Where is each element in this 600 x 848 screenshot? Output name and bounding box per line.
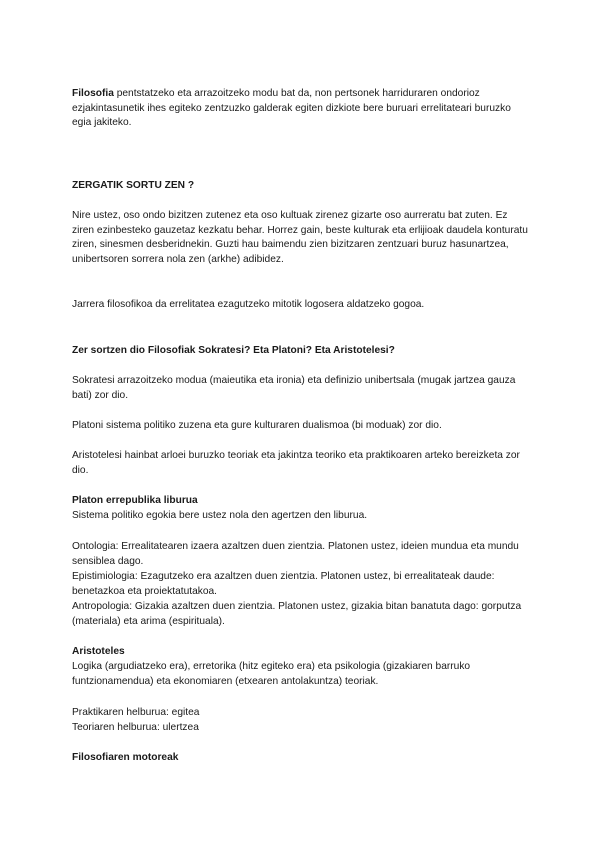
platon-errepublika-text: Sistema politiko egokia bere ustez nola den agertzen den liburua.	[72, 510, 368, 521]
teoria-line: Teoriaren helburua: ulertzea	[72, 722, 199, 733]
sokrates-paragraph: Sokratesi arrazoitzeko modua (maieutika eta ironia) eta definizio unibertsala (mugak jartzea gauza bati) zor dio.	[72, 375, 516, 401]
platon-paragraph: Platoni sistema politiko zuzena eta gure kulturaren dualismoa (bi moduak) zor dio.	[72, 420, 442, 431]
heading-aristoteles: Aristoteles	[72, 646, 125, 657]
jarrera-paragraph: Jarrera filosofikoa da errelitatea ezagutzeko mitotik logosera aldatzeko gogoa.	[72, 299, 425, 310]
intro-text: pentstatzeko eta arrazoitzeko modu bat da, non pertsonek harriduraren ondorioz ezjakintasunetik ihes egiteko zentzuzko galderak egiten dizkiote bere buruari errelitateari buruzko egia jakiteko.	[72, 88, 511, 129]
intro-paragraph	[72, 87, 532, 131]
zergatik-paragraph: Nire ustez, oso ondo bizitzen zutenez eta oso kultuak zirenez gizarte oso aurreratu bat zuten. Ez ziren ezinbesteko gauzetaz kezkatu behar. Horrez gain, beste kulturak eta erlijioak daudela konturatu ziren, sinesmen desberidnekin. Guzti hau baimendu zien bizitzaren zentzuari buruz hasunartzea, unibertsoren sorrera nola zen (arkhe) adibidez.	[72, 210, 528, 265]
heading-zer-sortzen: Zer sortzen dio Filosofiak Sokratesi? Eta Platoni? Eta Aristotelesi?	[72, 345, 395, 356]
intro-term: Filosofia	[72, 88, 114, 99]
heading-platon-errepublika: Platon errepublika liburua	[72, 495, 198, 506]
aristoteles-paragraph: Aristotelesi hainbat arloei buruzko teoriak eta jakintza teoriko eta praktikoaren arteko bereizketa zor dio.	[72, 450, 520, 476]
ontologia-paragraph: Ontologia: Errealitatearen izaera azaltzen duen zientzia. Platonen ustez, ideien mundua eta mundu sensiblea dago.	[72, 541, 519, 567]
praktika-line: Praktikaren helburua: egitea	[72, 707, 200, 718]
heading-zergatik: ZERGATIK SORTU ZEN ?	[72, 180, 195, 191]
epistimiologia-paragraph: Epistimiologia: Ezagutzeko era azaltzen duen zientzia. Platonen ustez, bi errealitateak daude: benetazkoa eta proiektatutakoa.	[72, 571, 495, 597]
heading-motoreak: Filosofiaren motoreak	[72, 752, 179, 763]
antropologia-paragraph: Antropologia: Gizakia azaltzen duen zientzia. Platonen ustez, gizakia bitan banatuta dago: gorputza (materiala) eta arima (espirituala).	[72, 601, 522, 627]
aristoteles-text: Logika (argudiatzeko era), erretorika (hitz egiteko era) eta psikologia (gizakiaren barruko funtzionamendua) eta ekonomiaren (etxearen antolakuntza) teoriak.	[72, 661, 471, 687]
